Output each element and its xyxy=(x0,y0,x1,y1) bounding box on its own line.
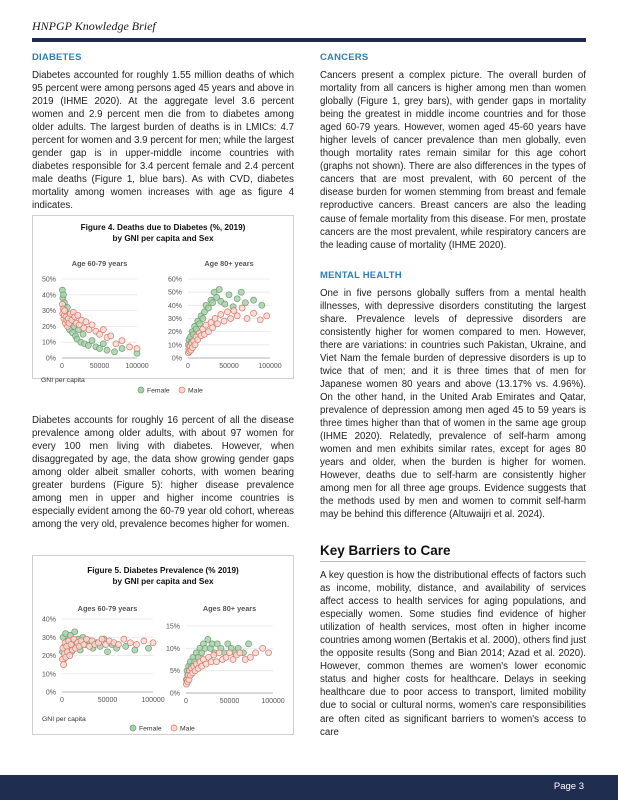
male-point xyxy=(62,308,68,314)
header-rule xyxy=(32,38,586,42)
male-point xyxy=(228,316,234,322)
legend-female-marker xyxy=(138,387,144,393)
male-point xyxy=(150,640,156,646)
panel-title: Ages 80+ years xyxy=(202,604,257,613)
male-point xyxy=(253,650,259,656)
right-column-lower xyxy=(320,569,586,739)
figure-4-title: Figure 4. Deaths due to Diabetes (%, 2019) xyxy=(80,223,246,232)
legend-female-label: Female xyxy=(139,725,162,733)
male-point xyxy=(121,636,127,642)
y-tick-label: 10% xyxy=(41,339,56,347)
figure-4 xyxy=(32,215,294,395)
y-tick-label: 20% xyxy=(41,653,56,660)
y-tick-label: 50% xyxy=(41,276,56,284)
female-point xyxy=(61,292,67,298)
female-point xyxy=(112,349,118,355)
legend-male-marker xyxy=(171,725,177,731)
male-point xyxy=(247,654,253,660)
female-point xyxy=(216,287,222,293)
y-tick-label: 20% xyxy=(167,329,182,337)
male-point xyxy=(216,650,222,656)
female-point xyxy=(72,629,78,635)
male-point xyxy=(81,642,87,648)
female-point xyxy=(105,649,111,655)
male-point xyxy=(218,312,224,318)
y-tick-label: 40% xyxy=(41,292,56,300)
legend-male-label: Male xyxy=(180,725,195,733)
y-tick-label: 30% xyxy=(41,634,56,642)
y-tick-label: 40% xyxy=(167,302,182,310)
x-tick-label: 50000 xyxy=(89,363,110,370)
page-number: Page 3 xyxy=(553,781,584,792)
male-point xyxy=(251,310,257,316)
female-point xyxy=(206,305,212,311)
female-point xyxy=(234,296,240,302)
male-point xyxy=(227,650,233,656)
y-tick-label: 10% xyxy=(165,645,180,653)
legend-male-marker xyxy=(179,387,185,393)
male-point xyxy=(83,319,89,325)
y-tick-label: 60% xyxy=(167,276,182,284)
y-tick-label: 10% xyxy=(167,342,182,350)
left-column-lower xyxy=(32,414,294,531)
male-point xyxy=(239,305,245,311)
female-point xyxy=(242,300,248,306)
x-tick-label: 100000 xyxy=(258,363,282,370)
female-point xyxy=(100,341,106,347)
female-point xyxy=(251,297,257,303)
legend-male-label: Male xyxy=(188,387,203,395)
y-tick-label: 0% xyxy=(171,355,182,363)
male-point xyxy=(134,346,140,352)
male-point xyxy=(99,636,105,642)
y-tick-label: 40% xyxy=(41,616,56,624)
female-point xyxy=(246,641,252,647)
female-point xyxy=(89,338,95,344)
male-point xyxy=(67,653,73,659)
male-point xyxy=(234,313,240,319)
female-point xyxy=(146,645,152,651)
male-point xyxy=(86,643,92,649)
male-point xyxy=(134,642,140,648)
male-point xyxy=(127,640,133,646)
figure-5-subtitle: by GNI per capita and Sex xyxy=(112,577,214,586)
y-tick-label: 50% xyxy=(167,289,182,297)
female-point xyxy=(210,300,216,306)
x-tick-label: 0 xyxy=(60,363,64,370)
y-tick-label: 0% xyxy=(45,355,56,363)
y-tick-label: 20% xyxy=(41,323,56,331)
female-point xyxy=(226,292,232,298)
y-tick-label: 30% xyxy=(167,316,182,323)
male-point xyxy=(213,659,219,665)
x-tick-label: 100000 xyxy=(141,697,165,704)
key-barriers-rule xyxy=(320,561,586,562)
mental-health-paragraph: One in five persons globally suffers from a mental health illnesses, with depressive disorders constituting the largest share. Prevalence levels of depressive disorders are consistently higher for women compared to men. However, there are variations: in countries such Pakistan, Ukraine, and Viet Nam the female burden of depressive disorders is up to twice that of men; and it is three times that of men for Japanese women 80 years and above (13.17% vs. 4.96%). On the other hand, in the United Arab Emirates and Qatar, prevalence of depression among men aged 45 to 59 years is three times higher than that of women in the same age group (IHME 2020). Relatedly, prevalence of self-harm among women and men exhibits similar rates, except for ages 80 years and older, when the burden is higher for women. However, deaths due to self-harm are consistently higher among men for all three age groups. Evidence suggests that the methods used by men and women to commit self-harm may be behind this difference (Altuwaijri et al. 2024). xyxy=(320,287,586,521)
male-point xyxy=(89,322,95,328)
legend-female-label: Female xyxy=(147,387,170,395)
male-point xyxy=(108,333,114,339)
panel-title: Age 60-79 years xyxy=(71,259,128,268)
cancers-paragraph: Cancers present a complex picture. The overall burden of mortality from all cancers is higher among men than women globally (Figure 1, grey bars), with gender gaps in mortality being the greatest in middle income countries and for those aged 60-79 years. However, women aged 45-60 years have higher levels of cancer prevalence than men globally, even though mortality rates remain similar for this age cohort (graphs not shown). There are also differences in the types of cancers that are most prevalent, with 60 percent of the disease burden for women stemming from breast and female reproductive cancers. Breast cancers are also the leading cause of female mortality from this disease. For men, prostate cancers are the most prevalent, while respiratory cancers are the leading cause of mortality (IHME 2020). xyxy=(320,70,586,251)
female-point xyxy=(104,347,110,353)
female-point xyxy=(238,289,244,295)
footer-bar xyxy=(0,775,618,800)
x-tick-label: 50000 xyxy=(219,698,240,705)
x-tick-label: 0 xyxy=(184,698,188,705)
male-point xyxy=(119,338,125,344)
left-column xyxy=(32,52,294,213)
right-column xyxy=(320,52,586,522)
male-point xyxy=(244,316,250,322)
female-point xyxy=(119,346,125,352)
y-tick-label: 0% xyxy=(169,690,180,698)
male-point xyxy=(237,650,243,656)
key-barriers-heading: Key Barriers to Care xyxy=(320,543,451,558)
male-point xyxy=(61,662,67,668)
female-point xyxy=(80,331,86,337)
x-tick-label: 100000 xyxy=(125,363,149,370)
y-tick-label: 0% xyxy=(45,689,56,697)
x-axis-label: GNI per capita xyxy=(41,377,85,384)
key-barriers-paragraph: A key question is how the distributional effects of factors such as income, mobility, distance, and availability of services affect access to health services for aging populations, and especially women. Some studies find evidence of higher utilization of health services, most often in higher income countries among women (Bertakis et al. 2000), others find just the opposite results (Song and Bian 2014; Azad et al. 2020). However, common themes are women's lower economic status and higher costs for healthcare. Delays in seeking healthcare due to poor access to transport, limited mobility due to social or cultural norms, women's care responsibilities are often cited as significant barriers to women's access to care xyxy=(320,570,586,738)
cancers-heading: CANCERS xyxy=(320,52,369,63)
male-point xyxy=(264,313,270,319)
figure-5-title: Figure 5. Diabetes Prevalence (% 2019) xyxy=(87,566,239,575)
x-tick-label: 0 xyxy=(60,697,64,704)
female-point xyxy=(259,302,265,308)
figure-5 xyxy=(32,555,294,735)
x-tick-label: 50000 xyxy=(97,697,118,704)
panel-title: Ages 60-79 years xyxy=(77,604,138,613)
female-point xyxy=(132,647,138,653)
y-tick-label: 15% xyxy=(165,623,180,631)
figure-5-chart xyxy=(33,556,295,736)
x-tick-label: 50000 xyxy=(219,363,239,370)
male-point xyxy=(215,321,221,327)
male-point xyxy=(113,341,119,347)
mental-health-heading: MENTAL HEALTH xyxy=(320,269,402,281)
legend-female-marker xyxy=(130,725,136,731)
diabetes-heading: DIABETES xyxy=(32,52,82,63)
female-point xyxy=(222,301,228,307)
y-tick-label: 10% xyxy=(41,671,56,679)
y-tick-label: 30% xyxy=(41,308,56,316)
figure-4-subtitle: by GNI per capita and Sex xyxy=(112,234,214,243)
y-tick-label: 5% xyxy=(169,668,180,676)
header-title: HNPGP Knowledge Brief xyxy=(32,19,156,33)
male-point xyxy=(260,645,266,651)
x-axis-label: GNI per capita xyxy=(42,716,86,723)
female-point xyxy=(200,316,206,322)
diabetes-paragraph-1: Diabetes accounted for roughly 1.55 million deaths of which 95 percent were among persons aged 45 years and above in 2019 (IHME 2020). At the aggregate level 3.6 percent women and 2.9 percent men die from to diabetes among older adults. The largest burden of deaths is in LMICs: 4.7 percent for women and 3.9 percent for men; while the largest gender gap is in upper-middle income countries with diabetes responsible for 3.4 percent female and 2.4 percent male deaths (Figure 1, blue bars). As with CVD, diabetes mortality among women increases with age as figure 4 indicates. xyxy=(32,70,294,212)
figure-4-chart xyxy=(33,216,295,395)
male-point xyxy=(224,309,230,315)
male-point xyxy=(257,317,263,323)
male-point xyxy=(266,650,272,656)
male-point xyxy=(141,638,147,644)
male-point xyxy=(231,308,237,314)
male-point xyxy=(127,344,133,350)
panel-title: Age 80+ years xyxy=(204,259,254,268)
x-tick-label: 0 xyxy=(186,363,190,370)
diabetes-paragraph-2: Diabetes accounts for roughly 16 percent of all the disease prevalence among older adults, with about 97 women for every 100 men living with diabetes. However, when disaggregated by age, the data show growing gender gaps among older albeit smaller cohorts, with women bearing greater burdens (Figure 5): higher disease prevalence among men in upper and higher income countries is especially evident among the 60-79 year old cohort, whereas among the very old, prevalence becomes higher for women. xyxy=(32,415,294,531)
male-point xyxy=(100,327,106,333)
x-tick-label: 100000 xyxy=(261,698,285,705)
male-point xyxy=(221,318,227,324)
male-point xyxy=(115,642,121,648)
